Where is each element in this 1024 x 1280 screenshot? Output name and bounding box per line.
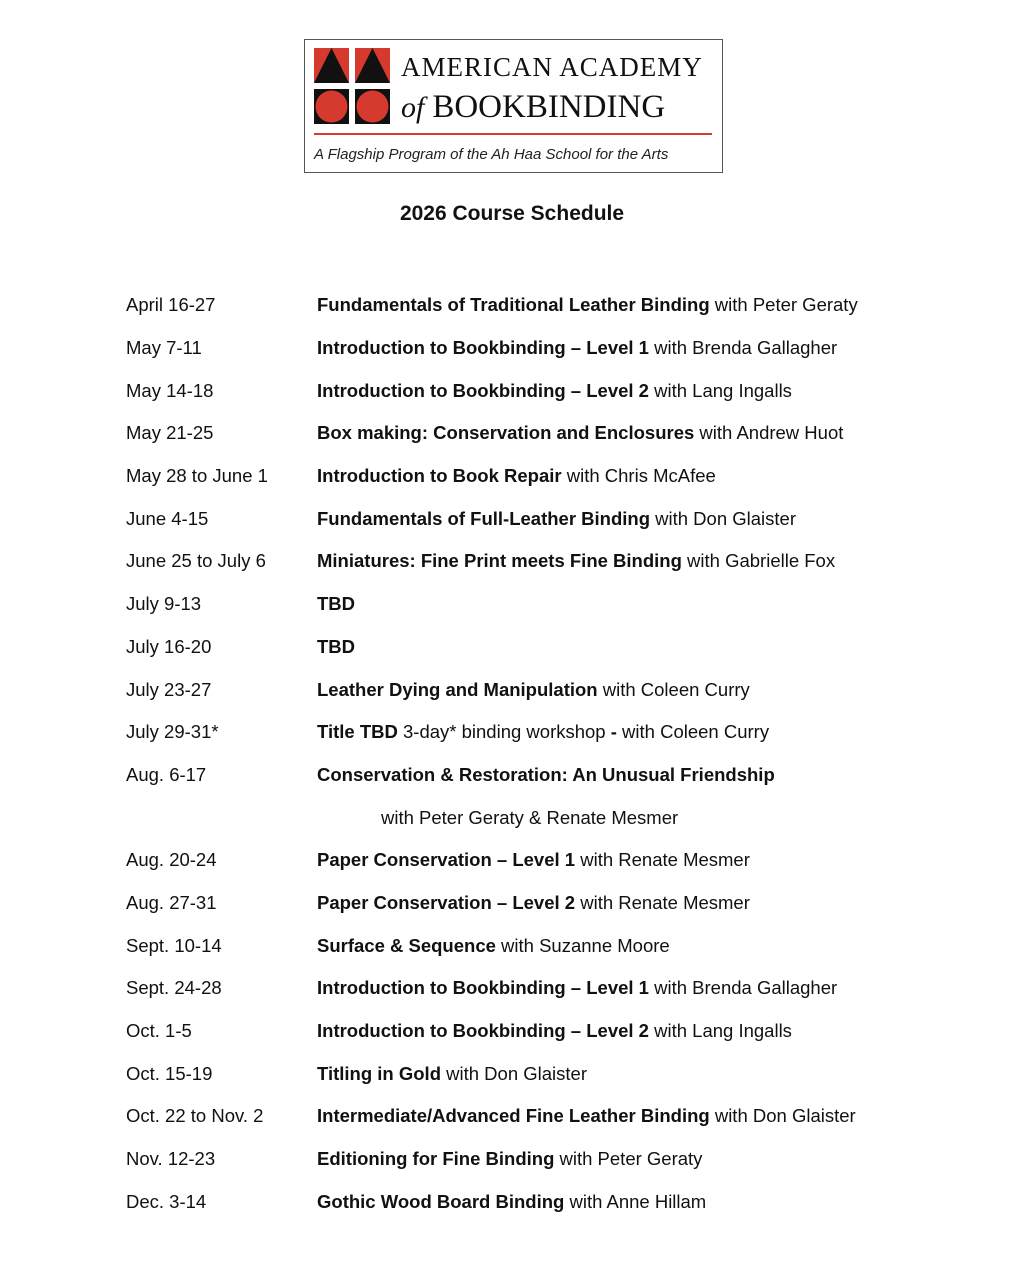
schedule-row xyxy=(126,839,926,882)
schedule-row xyxy=(126,967,926,1010)
schedule-row xyxy=(126,540,926,583)
logo-of: of xyxy=(401,91,425,124)
course-date: July 16-20 xyxy=(126,635,212,657)
schedule-row xyxy=(126,754,926,797)
course-date: May 28 to June 1 xyxy=(126,465,268,487)
course-instructor: with Coleen Curry xyxy=(597,678,750,700)
course-title: Title TBD xyxy=(317,721,398,743)
course-date: Aug. 27-31 xyxy=(126,891,217,913)
schedule-row xyxy=(126,1010,926,1053)
course-title: Miniatures: Fine Print meets Fine Binding xyxy=(317,550,682,572)
course-title: Editioning for Fine Binding xyxy=(317,1148,555,1170)
schedule-row xyxy=(126,1138,926,1181)
academy-logo xyxy=(304,39,723,173)
schedule-row xyxy=(126,882,926,925)
course-date: Oct. 22 to Nov. 2 xyxy=(126,1105,264,1127)
course-instructor: with Don Glaister xyxy=(650,507,796,529)
course-title: TBD xyxy=(317,593,356,615)
course-date: June 4-15 xyxy=(126,507,209,529)
course-title: Titling in Gold xyxy=(317,1062,441,1084)
course-title: TBD xyxy=(317,635,356,657)
course-title: Introduction to Bookbinding – Level 2 xyxy=(317,379,649,401)
course-description xyxy=(317,593,355,615)
academy-emblem-icon xyxy=(314,48,390,124)
logo-divider xyxy=(314,133,712,135)
course-instructor: with Don Glaister xyxy=(709,1105,856,1127)
course-description xyxy=(317,337,837,359)
schedule-row xyxy=(126,1180,926,1223)
course-description xyxy=(317,935,670,957)
logo-bookbinding: BOOKBINDING xyxy=(432,89,666,125)
course-description xyxy=(317,380,792,402)
course-title: Intermediate/Advanced Fine Leather Binding xyxy=(317,1105,710,1127)
course-description xyxy=(317,721,769,743)
course-title: Paper Conservation – Level 2 xyxy=(317,891,576,913)
course-date: Oct. 1-5 xyxy=(126,1020,192,1042)
course-instructor: with Peter Geraty & Renate Mesmer xyxy=(381,806,679,828)
course-date: Sept. 10-14 xyxy=(126,934,222,956)
course-title-extra: - xyxy=(610,721,617,743)
course-description xyxy=(317,679,750,701)
course-title: Box making: Conservation and Enclosures xyxy=(317,422,695,444)
course-title: Surface & Sequence xyxy=(317,934,496,956)
course-date: May 14-18 xyxy=(126,379,214,401)
course-date: Aug. 6-17 xyxy=(126,763,207,785)
course-title: Fundamentals of Traditional Leather Binding xyxy=(317,294,710,316)
page-title: 2026 Course Schedule xyxy=(399,202,625,225)
course-title: Gothic Wood Board Binding xyxy=(317,1190,565,1212)
schedule-row xyxy=(126,796,926,839)
course-date: Sept. 24-28 xyxy=(126,977,222,999)
schedule-row xyxy=(126,412,926,455)
course-date: July 29-31* xyxy=(126,721,219,743)
course-date: April 16-27 xyxy=(126,294,216,316)
course-description xyxy=(317,1020,792,1042)
logo-tagline: A Flagship Program of the Ah Haa School for the Arts xyxy=(314,146,669,163)
course-description xyxy=(317,892,750,914)
course-description xyxy=(317,1063,587,1085)
course-description xyxy=(317,977,837,999)
course-description xyxy=(317,849,750,871)
course-instructor: with Brenda Gallagher xyxy=(648,977,838,999)
course-date: Dec. 3-14 xyxy=(126,1190,207,1212)
course-instructor: with Lang Ingalls xyxy=(648,379,792,401)
course-instructor: with Andrew Huot xyxy=(694,422,844,444)
schedule-row xyxy=(126,583,926,626)
course-description xyxy=(317,1148,702,1170)
schedule-row xyxy=(126,668,926,711)
course-description xyxy=(317,1191,706,1213)
course-title: Fundamentals of Full-Leather Binding xyxy=(317,507,650,529)
course-instructor: with Renate Mesmer xyxy=(575,849,750,871)
course-title: Introduction to Bookbinding – Level 1 xyxy=(317,977,649,999)
course-date: June 25 to July 6 xyxy=(126,550,266,572)
schedule-row xyxy=(126,626,926,669)
schedule-row xyxy=(126,369,926,412)
course-description xyxy=(317,764,775,786)
course-description xyxy=(317,1105,856,1127)
course-date: Oct. 15-19 xyxy=(126,1062,213,1084)
course-instructor: with Renate Mesmer xyxy=(575,891,750,913)
course-date: Nov. 12-23 xyxy=(126,1148,216,1170)
schedule-row xyxy=(126,711,926,754)
course-title: Paper Conservation – Level 1 xyxy=(317,849,576,871)
schedule-row xyxy=(126,1095,926,1138)
schedule-row xyxy=(126,924,926,967)
course-description xyxy=(317,636,355,658)
course-description xyxy=(317,807,678,829)
course-instructor: with Chris McAfee xyxy=(561,465,716,487)
schedule-row xyxy=(126,497,926,540)
course-instructor: 3-day* binding workshop xyxy=(397,721,611,743)
course-title: Introduction to Book Repair xyxy=(317,465,562,487)
course-instructor: with Lang Ingalls xyxy=(648,1020,792,1042)
course-title: Introduction to Bookbinding – Level 2 xyxy=(317,1020,649,1042)
course-description xyxy=(317,465,716,487)
schedule-row xyxy=(126,284,926,327)
logo-line-2 xyxy=(401,89,665,126)
course-description xyxy=(317,422,843,444)
course-instructor: with Don Glaister xyxy=(441,1062,587,1084)
course-description xyxy=(317,294,858,316)
course-description xyxy=(317,550,835,572)
course-title: Leather Dying and Manipulation xyxy=(317,678,598,700)
schedule-row xyxy=(126,455,926,498)
course-title: Introduction to Bookbinding – Level 1 xyxy=(317,337,649,359)
course-description xyxy=(317,508,796,530)
course-date: July 9-13 xyxy=(126,593,202,615)
course-schedule xyxy=(126,284,926,1223)
course-date: May 7-11 xyxy=(126,337,202,359)
course-title: Conservation & Restoration: An Unusual Friendship xyxy=(317,763,775,785)
course-instructor: with Brenda Gallagher xyxy=(648,337,838,359)
course-date: May 21-25 xyxy=(126,422,214,444)
course-instructor: with Suzanne Moore xyxy=(495,934,670,956)
course-date: Aug. 20-24 xyxy=(126,849,217,871)
logo-line-1: AMERICAN ACADEMY xyxy=(401,52,703,82)
course-instructor: with Peter Geraty xyxy=(554,1148,703,1170)
course-instructor-extra: with Coleen Curry xyxy=(616,721,770,743)
course-instructor: with Gabrielle Fox xyxy=(681,550,836,572)
course-instructor: with Peter Geraty xyxy=(709,294,858,316)
schedule-row xyxy=(126,327,926,370)
course-instructor: with Anne Hillam xyxy=(564,1190,707,1212)
course-date: July 23-27 xyxy=(126,678,212,700)
schedule-row xyxy=(126,1052,926,1095)
